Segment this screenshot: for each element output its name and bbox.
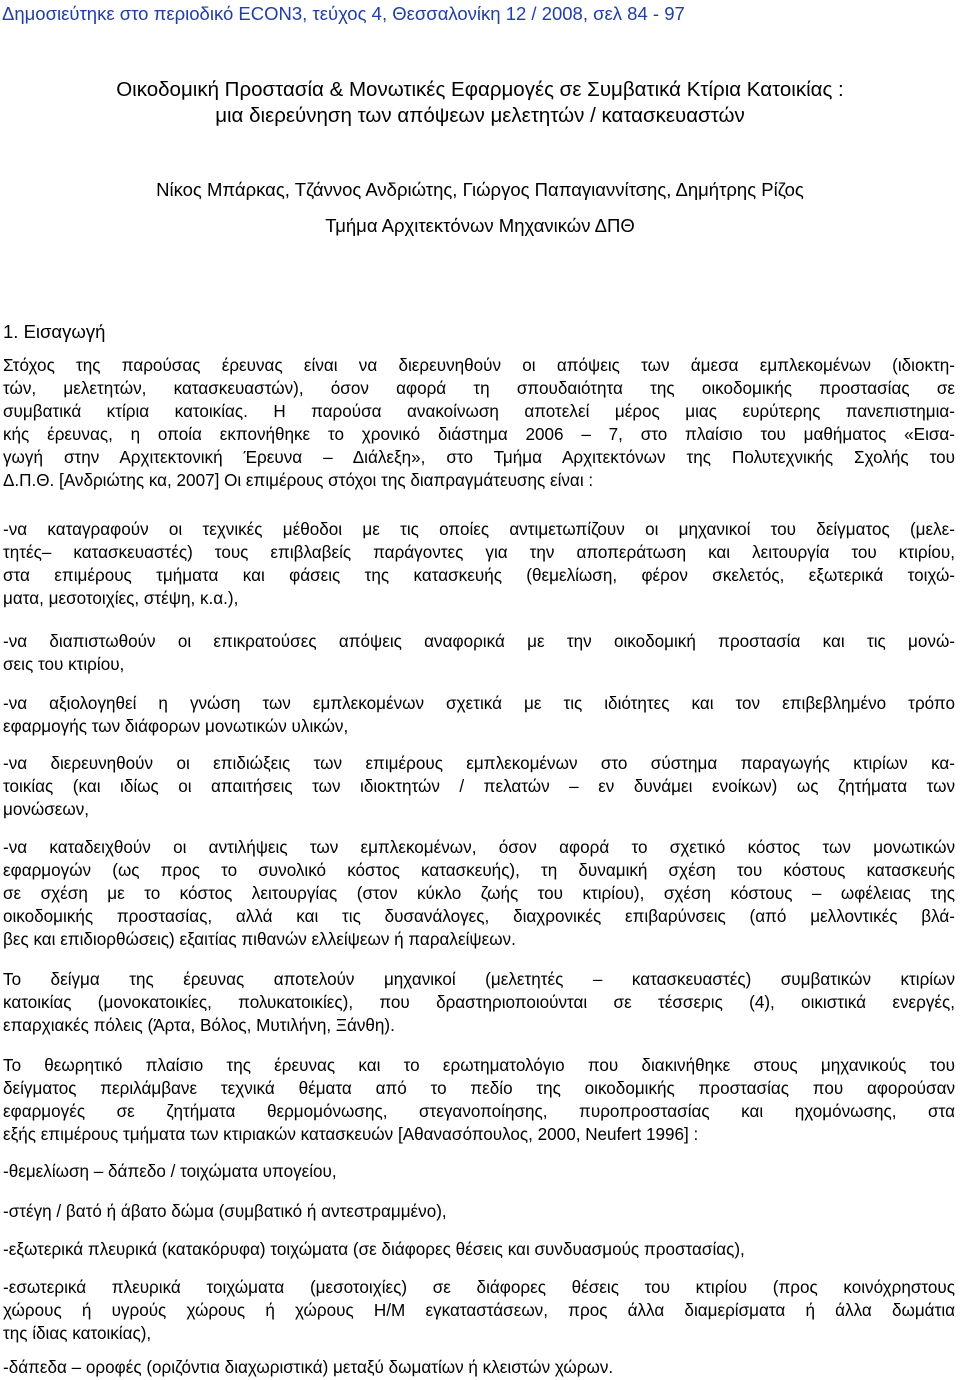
paragraph-line: -να διαπιστωθούν οι επικρατούσες απόψεις αναφορικά με την οικοδομική προστασία και τις μονώ- [3, 632, 955, 651]
paragraph [3, 836, 955, 951]
paragraph-line: -να αξιολογηθεί η γνώση των εμπλεκομένων σχετικά με τις ιδιότητες και τον επιβεβλημένο τρόπο [3, 694, 955, 713]
paragraph [3, 752, 955, 821]
paragraph-line: χώρους ή υγρούς χώρους ή χώρους Η/Μ εγκαταστάσεων, προς άλλα διαμερίσματα ή άλλα δωμάτια [3, 1301, 955, 1320]
paragraph-line: τοικίας (και ιδίως οι απαιτήσεις των ιδιοκτητών / πελατών – εν δυνάμει ενοίκων) ως ζητήματα των [3, 777, 955, 796]
paragraph [3, 968, 955, 1037]
paragraph [3, 518, 955, 610]
paragraph-line: επαρχιακές πόλεις (Άρτα, Βόλος, Μυτιλήνη, Ξάνθη). [3, 1016, 395, 1035]
paragraph-line: εξής επιμέρους τμήματα των κτιριακών κατασκευών [Αθανασόπουλος, 2000, Neufert 1996] : [3, 1125, 699, 1144]
paragraph-line: -δάπεδα – οροφές (οριζόντια διαχωριστικά) μεταξύ δωματίων ή κλειστών χώρων. [3, 1358, 614, 1377]
paragraph [3, 630, 955, 676]
paragraph-line: Δ.Π.Θ. [Ανδριώτης κα, 2007] Οι επιμέρους στόχοι της διαπραγμάτευσης είναι : [3, 471, 594, 490]
title-line-1: Οικοδομική Προστασία & Μονωτικές Εφαρμογές σε Συμβατικά Κτίρια Κατοικίας : [116, 78, 844, 101]
paragraph-line: εφαρμογών (ως προς το συνολικό κόστος κατασκευής), τη δυναμική σχέση του κόστους κατασκευής [3, 861, 955, 880]
paragraph-line: σε σχέση με το κόστος λειτουργίας (στον κύκλο ζωής του κτιρίου), σχέση κόστους – ωφέλειας της [3, 884, 955, 903]
section-heading: 1. Εισαγωγή [3, 321, 106, 342]
paragraph-line: βες και επιδιορθώσεις) εξαιτίας πιθανών ελλείψεων ή παραλείψεων. [3, 930, 516, 949]
paragraph [3, 1200, 955, 1223]
publication-note: Δημοσιεύτηκε στο περιοδικό ECON3, τεύχος 4, Θεσσαλονίκη 12 / 2008, σελ 84 - 97 [2, 3, 685, 24]
affiliation: Τμήμα Αρχιτεκτόνων Μηχανικών ΔΠΘ [325, 215, 635, 236]
paragraph-line: εφαρμογές σε ζητήματα θερμομόνωσης, στεγανοποίησης, πυροπροστασίας και ηχομόνωσης, στα [3, 1102, 955, 1121]
paragraph-line: δείγματος περιλάμβανε τεχνικά θέματα από το πεδίο της οικοδομικής προστασίας που αφορούσαν [3, 1079, 955, 1098]
paragraph-line: Το δείγμα της έρευνας αποτελούν μηχανικοί (μελετητές – κατασκευαστές) συμβατικών κτιρίων [3, 970, 955, 989]
paragraph-line: συμβατικά κτίρια κατοικίας. Η παρούσα ανακοίνωση αποτελεί μέρος μιας ευρύτερης πανεπιστημια- [3, 402, 955, 421]
paragraph-line: -στέγη / βατό ή άβατο δώμα (συμβατικό ή αντεστραμμένο), [3, 1202, 447, 1221]
paragraph [3, 692, 955, 738]
paragraph-line: Στόχος της παρούσας έρευνας είναι να διερευνηθούν οι απόψεις των άμεσα εμπλεκομένων (ιδιοκτη- [3, 356, 955, 375]
paragraph-line: τών, μελετητών, κατασκευαστών), όσον αφορά τη σπουδαιότητα της οικοδομικής προστασίας σε [3, 379, 955, 398]
paragraph-line: -να καταγραφούν οι τεχνικές μέθοδοι με τις οποίες αντιμετωπίζουν οι μηχανικοί του δείγματος (μελε- [3, 520, 955, 539]
paragraph-line: οικοδομικής προστασίας, αλλά και τις δυσανάλογες, διαχρονικές επιβαρύνσεις (από μελλοντικές βλά- [3, 907, 955, 926]
title-line-2: μια διερεύνηση των απόψεων μελετητών / κατασκευαστών [215, 104, 745, 127]
paragraph [3, 1356, 955, 1379]
paragraph-line: -εσωτερικά πλευρικά τοιχώματα (μεσοτοιχίες) σε διάφορες θέσεις του κτιρίου (προς κοινόχρηστους [3, 1278, 955, 1297]
paragraph-line: -θεμελίωση – δάπεδο / τοιχώματα υπογείου, [3, 1162, 337, 1181]
paragraph-line: -εξωτερικά πλευρικά (κατακόρυφα) τοιχώματα (σε διάφορες θέσεις και συνδυασμούς προστασίας), [3, 1240, 745, 1259]
paragraph-line: Το θεωρητικό πλαίσιο της έρευνας και το ερωτηματολόγιο που διακινήθηκε στους μηχανικούς του [3, 1056, 955, 1075]
paragraph-line: σεις του κτιρίου, [3, 655, 125, 674]
paragraph [3, 1238, 955, 1261]
paragraph-line: τητές– κατασκευαστές) τους επιβλαβείς παράγοντες για την αποπεράτωση και λειτουργία του κτιρίου, [3, 543, 955, 562]
paragraph-line: εφαρμογής των διάφορων μονωτικών υλικών, [3, 717, 349, 736]
paragraph-line: κής έρευνας, η οποία εκπονήθηκε το χρονικό διάστημα 2006 – 7, στο πλαίσιο του μαθήματος «Εισα- [3, 425, 955, 444]
paragraph [3, 1054, 955, 1146]
paragraph-line: γωγή στην Αρχιτεκτονική Έρευνα – Διάλεξη», στο Τμήμα Αρχιτεκτόνων της Πολυτεχνικής Σχολής του [3, 448, 955, 467]
paragraph [3, 354, 955, 492]
paragraph-line: της ίδιας κατοικίας), [3, 1324, 152, 1343]
paragraph-line: -να καταδειχθούν οι αντιλήψεις των εμπλεκομένων, όσον αφορά το σχετικό κόστος των μονωτικών [3, 838, 955, 857]
paragraph-line: στα επιμέρους τμήματα και φάσεις της κατασκευής (θεμελίωση, φέρον σκελετός, εξωτερικά τοιχώ- [3, 566, 955, 585]
paragraph-line: κατοικίας (μονοκατοικίες, πολυκατοικίες), που δραστηριοποιούνται σε τέσσερις (4), οικιστικά ενεργές, [3, 993, 955, 1012]
paragraph-line: -να διερευνηθούν οι επιδιώξεις των επιμέρους εμπλεκομένων στο σύστημα παραγωγής κτιρίων κα- [3, 754, 955, 773]
paragraph [3, 1276, 955, 1345]
paragraph-line: μονώσεων, [3, 800, 90, 819]
paragraph-line: ματα, μεσοτοιχίες, στέψη, κ.α.), [3, 589, 239, 608]
paragraph [3, 1160, 955, 1183]
authors: Νίκος Μπάρκας, Τζάννος Ανδριώτης, Γιώργος Παπαγιαννίτσης, Δημήτρης Ρίζος [156, 179, 804, 200]
